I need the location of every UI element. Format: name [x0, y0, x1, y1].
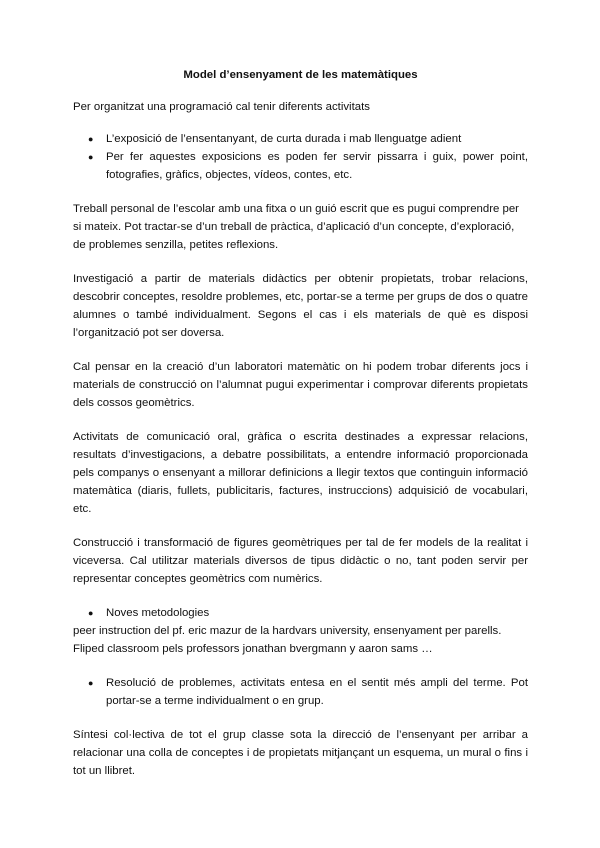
methodologies-bullet-list [73, 604, 528, 622]
bullet-icon: ● [88, 134, 94, 144]
spacer [73, 184, 528, 200]
bullet-icon: ● [88, 678, 94, 688]
document-title: Model d’ensenyament de les matemàtiques [183, 69, 418, 81]
exposition-bullet-list [73, 130, 528, 184]
bullet-icon: ● [88, 608, 94, 618]
peer-instruction-line: peer instruction del pf. eric mazur de la hardvars university, ensenyament per parells. [73, 625, 502, 637]
paragraph-treball: Treball personal de l’escolar amb una fitxa o un guió escrit que es pugui comprendre per si mateix. Pot tractar-se d’un treball de pràctica, d’aplicació d’un concepte, d’exploració, de problemes senzilla, petites reflexions. [73, 203, 519, 251]
spacer [73, 116, 528, 130]
list-item [73, 604, 528, 622]
list-item-text: Noves metodologies [106, 607, 210, 619]
list-item-text: Per fer aquestes exposicions es poden fer servir pissarra i guix, power point, fotografies, gràfics, objectes, vídeos, contes, etc. [106, 151, 528, 181]
spacer [73, 518, 528, 534]
list-item [73, 148, 528, 184]
paragraph-sintesi: Síntesi col·lectiva de tot el grup classe sota la direcció de l’ensenyant per arribar a relacionar una colla de conceptes i de propietats mitjançant un esquema, un mural o fins i tot un llibret. [73, 729, 528, 777]
spacer [73, 710, 528, 726]
document-page [73, 66, 528, 780]
paragraph-activitats: Activitats de comunicació oral, gràfica o escrita destinades a expressar relacions, resultats d’investigacions, a debatre possibilitats, a entendre informació proporcionada pels companys o ensenyant a millorar definicions a llegir textos que continguin informació matemàtica (diaris, fullets, publicitaris, factures, instruccions) adquisició de vocabulari, etc. [73, 431, 528, 515]
problem-solving-bullet-list [73, 674, 528, 710]
paragraph-investigacio: Investigació a partir de materials didàctics per obtenir propietats, trobar relacions, descobrir conceptes, resoldre problemes, etc, portar-se a terme per grups de dos o quatre alumnes o també individualment. Segons el cas i els materials de què es disposi l’organització pot ser doversa. [73, 273, 528, 339]
spacer [73, 588, 528, 604]
list-item [73, 674, 528, 710]
list-item [73, 130, 528, 148]
list-item-text: Resolució de problemes, activitats entesa en el sentit més ampli del terme. Pot portar-se a terme individualment o en grup. [106, 677, 528, 707]
bullet-icon: ● [88, 152, 94, 162]
intro-paragraph: Per organitzat una programació cal tenir diferents activitats [73, 101, 370, 113]
paragraph-laboratori: Cal pensar en la creació d’un laboratori matemàtic on hi podem trobar diferents jocs i materials de construcció on l’alumnat pugui experimentar i comprovar diferents propietats dels cossos geomètrics. [73, 361, 528, 409]
fliped-classroom-line: Fliped classroom pels professors jonathan bvergmann y aaron sams … [73, 643, 433, 655]
spacer [73, 412, 528, 428]
spacer [73, 254, 528, 270]
list-item-text: L’exposició de l’ensentanyant, de curta durada i mab llenguatge adient [106, 133, 462, 145]
spacer [73, 658, 528, 674]
paragraph-construccio: Construcció i transformació de figures geomètriques per tal de fer models de la realitat i viceversa. Cal utilitzar materials diversos de tipus didàctic o no, tant poden servir per representar conceptes geomètrics com numèrics. [73, 537, 528, 585]
spacer [73, 342, 528, 358]
